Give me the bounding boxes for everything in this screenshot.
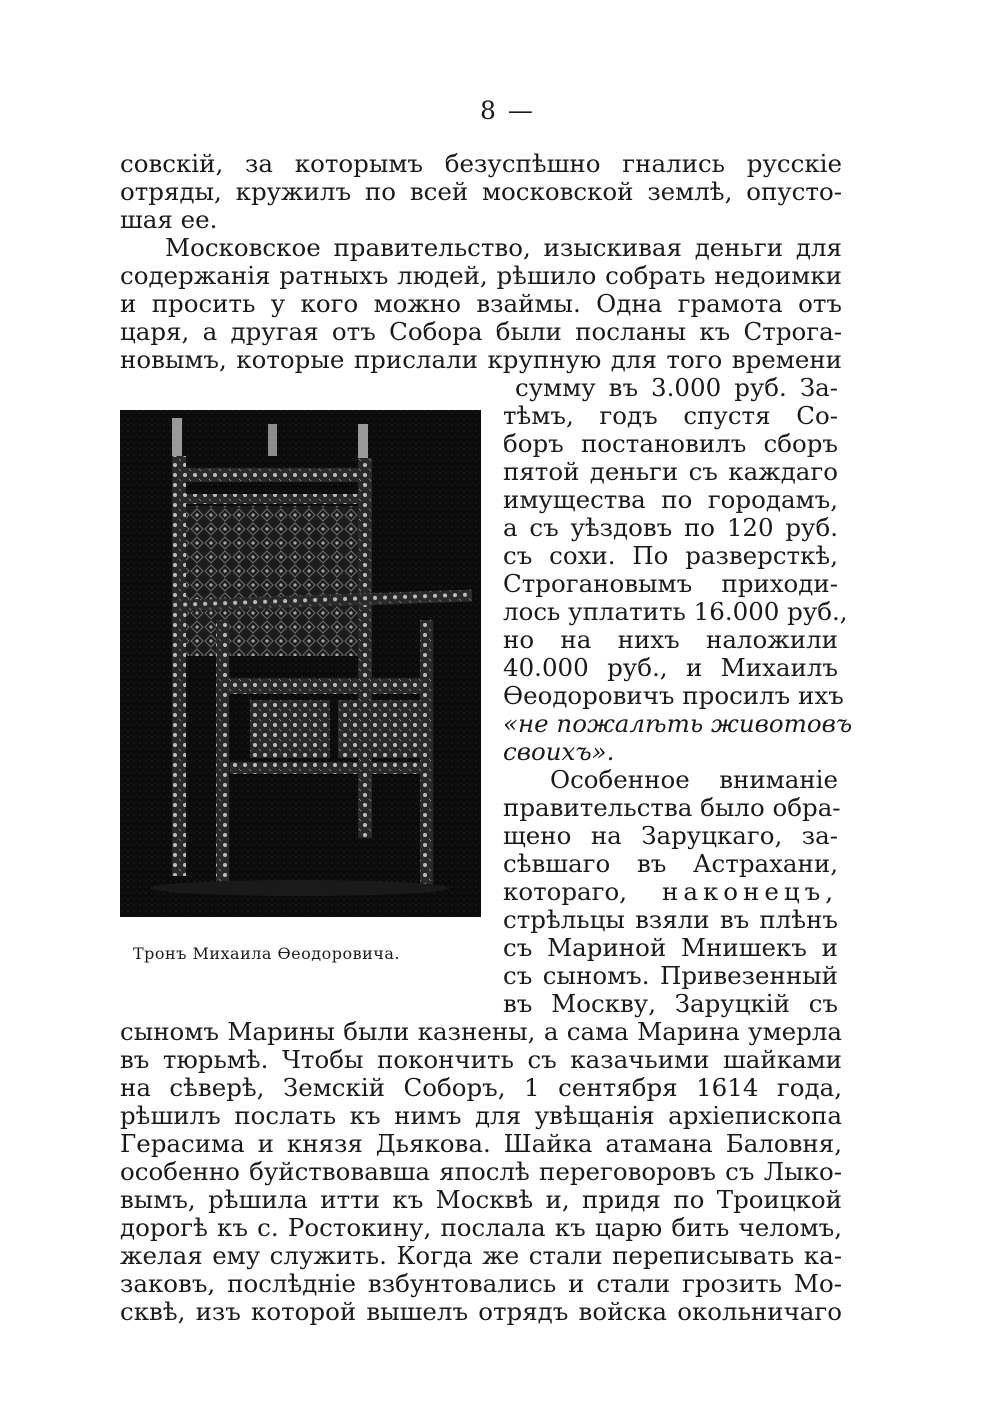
text-line: шая ее. [120,205,218,234]
text-line: правительства было обра- [503,793,841,822]
quote-line: «не пожалѣть животовъ [503,709,853,738]
text-line: Московское правительство, изыскивая деньги для [165,233,842,262]
text-line: Герасима и князя Дьякова. Шайка атамана Баловня, [120,1129,842,1158]
text-word-spaced: наконецъ, [662,877,838,906]
text-line: боръ постановилъ сборъ [503,429,838,458]
text-line: и просить у кого можно взаймы. Одна грамота отъ [120,289,842,318]
text-line: Ѳеодоровичъ просилъ ихъ [503,681,844,710]
text-line: вымъ, рѣшила итти къ Москвѣ и, придя по Троицкой [120,1185,842,1214]
text-line: на сѣверѣ, Земскій Соборъ, 1 сентября 1614 года, [120,1073,842,1102]
text-line: сквѣ, изъ которой вышелъ отрядъ войска окольничаго [120,1297,842,1326]
text-line: съ сохи. По разверсткѣ, [503,541,838,570]
text-line: сыномъ Марины были казнены, а сама Марина умерла [120,1017,842,1046]
text-line: дорогѣ къ с. Ростокину, послала къ царю бить челомъ, [120,1213,842,1242]
text-line: съ сыномъ. Привезенный [503,961,838,990]
text-line: пятой деньги съ каждаго [503,457,838,486]
text-word: котораго, [503,877,628,906]
text-line: заковъ, послѣдніе взбунтовались и стали грозить Мо- [120,1269,842,1298]
text-line: сумму въ 3.000 руб. За- [515,373,838,402]
text-line: стрѣльцы взяли въ плѣнъ [503,905,838,934]
text-line: съ Мариной Мнишекъ и [503,933,838,962]
quote-line: своихъ». [503,737,615,766]
text-line: щено на Заруцкаго, за- [503,821,838,850]
text-line: Особенное вниманіе [550,765,838,794]
text-line: Строгановымъ приходи- [503,569,838,598]
text-line: 40.000 руб., и Михаилъ [503,653,838,682]
text-line: сѣвшаго въ Астрахани, [503,849,838,878]
text-line: новымъ, которые прислали крупную для того времени [120,345,842,374]
throne-photograph [120,410,481,917]
text-line: въ Москву, Заруцкій съ [503,989,838,1018]
text-line [503,877,838,908]
text-line: отряды, кружилъ по всей московской землѣ, опусто- [120,177,842,206]
page-number: 8 — [480,96,535,125]
text-line: но на нихъ наложили [503,625,838,654]
text-line: содержанія ратныхъ людей, рѣшило собрать недоимки [120,261,842,290]
text-line: тѣмъ, годъ спустя Со- [503,401,838,430]
text-line: царя, а другая отъ Собора были посланы къ Строга- [120,317,842,346]
text-line: въ тюрьмѣ. Чтобы покончить съ казачьими шайками [120,1045,842,1074]
text-line: желая ему служить. Когда же стали переписывать ка- [120,1241,842,1270]
text-line: имущества по городамъ, [503,485,838,514]
text-line: совскій, за которымъ безуспѣшно гнались русскіе [120,149,842,178]
throne-figure [120,410,481,917]
text-line: а съ уѣздовъ по 120 руб. [503,513,838,542]
text-line: рѣшилъ послать къ нимъ для увѣщанія архіепископа [120,1101,842,1130]
text-line: особенно буйствовавша япослѣ переговоровъ съ Лыко- [120,1157,842,1186]
figure-caption: Тронъ Михаила Ѳеодоровича. [133,944,400,963]
text-line: лось уплатить 16.000 руб., [503,597,848,626]
